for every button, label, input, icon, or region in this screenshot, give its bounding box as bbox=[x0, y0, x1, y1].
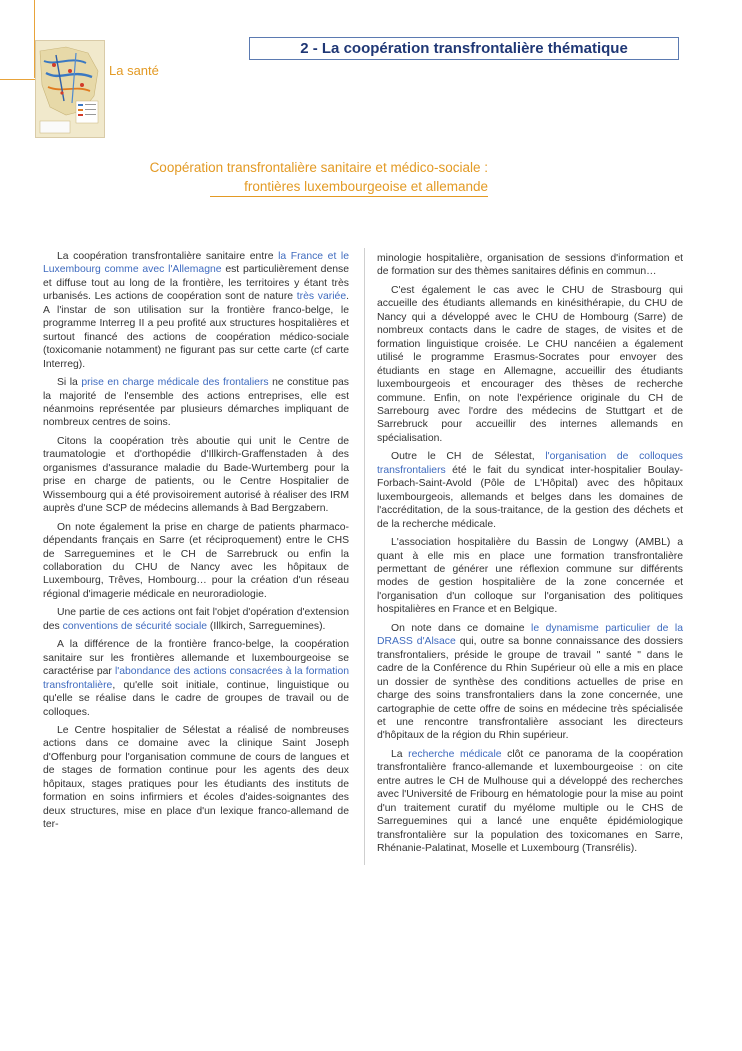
paragraph: minologie hospitalière, organisation de sessions d'information et de formation sur des thèmes sanitaires définis en commun… bbox=[377, 253, 683, 278]
paragraph: Outre le CH de Sélestat, l'organisation de colloques transfrontaliers été le fait du syndicat inter-hospitalier Boulay-Forbach-Saint-Avold (Pôle de L'Hôpital) avec des hôpitaux luxembourgeois, allemands et belges dans les domaines de l'accréditation, de la sous-traitance, de la gestion des déchets et de la recherche médicale. bbox=[377, 451, 683, 530]
paragraph: Citons la coopération très aboutie qui unit le Centre de traumatologie et d'orthopédie d'Illkirch-Graffenstaden à des organismes d'assurance maladie du Bade-Wurtemberg pour la prise en charge de patients, ou le Centre Hospitalier de Wissembourg qui a été provisoirement autorisé à réaliser des IRM auprès d'une SCP de médecins allemands à Bad Bergzabern. bbox=[43, 435, 349, 515]
paragraph: On note dans ce domaine le dynamisme particulier de la DRASS d'Alsace qui, outre sa bonne connaissance des dossiers transfrontaliers, préside le groupe de travail " santé " dans le cadre de la Conférence du Rhin Supérieur où elle a mis en place un dossier de synthèse des conditions actuelles de prise en charge des soins transfrontaliers dans la zone concernée, une cartographie de cette offre de soins en médecine très spécialisée et une rencontre transfrontalière associant les directeurs d'hôpitaux de la région du Rhin supérieur. bbox=[377, 622, 683, 742]
highlight-text: l'organisation de colloques transfrontaliers bbox=[377, 451, 683, 476]
paragraph: La recherche médicale clôt ce panorama de la coopération transfrontalière franco-allemande et luxembourgeoise : on cite entre autres le CH de Mulhouse qui a développé des recherches avec l'Université de Fribourg en hématologie pour la mise au point d'un traitement curatif du myélome multiple ou le CHS de Sarreguemines qui a lancé une enquête épidémiologique transfrontalière sur la population des toxicomanes en Sarre, Rhénanie-Palatinat, Moselle et Luxembourg (Transrélis). bbox=[377, 748, 683, 855]
highlight-text: recherche médicale bbox=[408, 748, 502, 760]
section-label: La santé bbox=[109, 63, 159, 78]
subtitle-underline bbox=[210, 196, 488, 197]
paragraph: Une partie de ces actions ont fait l'objet d'opération d'extension des conventions de sécurité sociale (Illkirch, Sarreguemines). bbox=[43, 607, 349, 632]
right-column bbox=[377, 252, 683, 860]
paragraph: A la différence de la frontière franco-belge, la coopération sanitaire sur les frontières allemande et luxembourgeoise se caractérise par l'abondance des actions consacrées à la formation transfrontalière, qu'elle soit initiale, continue, linguistique ou qu'elle se réalise dans le cadre de groupes de travail ou de colloques. bbox=[43, 639, 350, 718]
subtitle-line-2: frontières luxembourgeoise et allemande bbox=[244, 179, 488, 194]
left-column bbox=[43, 250, 349, 837]
paragraph: On note également la prise en charge de patients pharmaco-dépendants français en Sarre (et réciproquement) entre le CHS de Sarreguemines et le CH de Sarrebruck ou enfin la collaboration du CHU de Nancy avec les hôpitaux de Luxembourg, Trêves, Hombourg… pour la création d'un réseau régional d'imagerie médicale en neuroradiologie. bbox=[43, 521, 349, 600]
highlight-text: très variée bbox=[296, 291, 347, 303]
highlight-text: conventions de sécurité sociale bbox=[62, 620, 208, 632]
page-title: 2 - La coopération transfrontalière thématique bbox=[249, 37, 679, 60]
highlight-text: le dynamisme particulier de la DRASS d'Alsace bbox=[377, 622, 683, 648]
column-separator bbox=[364, 248, 365, 865]
paragraph: Le Centre hospitalier de Sélestat a réalisé de nombreuses actions dans ce domaine avec la clinique Saint Joseph d'Offenburg pour l'organisation commune de cours de langues et de stages de formation continue pour les agents des deux hôpitaux, stages pratiques pour les étudiants des instituts de formation en soins infirmiers et écoles d'aides-soignantes des deux structures, mise en place d'un lexique franco-allemand de ter- bbox=[43, 724, 349, 831]
subtitle-line-1: Coopération transfrontalière sanitaire et médico-sociale : bbox=[149, 160, 488, 175]
highlight-text: prise en charge médicale des frontaliers bbox=[81, 377, 269, 389]
map-thumbnail-image bbox=[35, 40, 105, 138]
paragraph: L'association hospitalière du Bassin de Longwy (AMBL) a quant à elle mis en place une formation transfrontalière permettant de générer une réflexion commune sur différents modes de gestion hospitalière de la zone concernée et l'organisation d'un colloque sur l'organisation des politiques hospitalières en France et en Belgique. bbox=[377, 537, 683, 616]
article-subtitle bbox=[150, 158, 488, 196]
paragraph: C'est également le cas avec le CHU de Strasbourg qui accueille des étudiants allemands en kinésithérapie, du CHU de Nancy qui a développé avec le CHU de Hombourg (Sarre) de nombreux contacts dans le cadre de stages, de visites et de formation linguistique croisée. Le CHU nancéien a également utilisé le programme Erasmus-Socrates pour envoyer des étudiants en stage en Allemagne, accueillir des étudiants luxembourgeois et encourager des thèses de recherche commune. Enfin, on note l'expérience originale du CH de Sarrebourg avec l'ordre des médecins de Stuttgart et de Sarrebruck pour accueillir des internes allemands en spécialisation. bbox=[377, 284, 683, 444]
highlight-text: la France et le Luxembourg comme avec l'Allemagne bbox=[43, 251, 349, 276]
paragraph: Si la prise en charge médicale des frontaliers ne constitue pas la majorité de l'ensemble des actions entreprises, elle est néanmoins représentée par plusieurs démarches impliquant de nombreux centres de soins. bbox=[43, 377, 349, 429]
paragraph: La coopération transfrontalière sanitaire entre la France et le Luxembourg comme avec l'Allemagne est particulièrement dense et diffuse tout au long de la frontière, les territoires y étant très urbanisés. Les actions de coopération sont de nature très variée. A l'instar de son utilisation sur la frontière franco-belge, le programme Interreg II a peu profité aux structures hospitalières et surtout financé des actions de coopération médico-sociale (toxicomanie notamment) ne figurant pas sur cette carte (cf carte Interreg). bbox=[43, 251, 349, 370]
highlight-text: l'abondance des actions consacrées à la formation transfrontalière bbox=[43, 666, 350, 691]
